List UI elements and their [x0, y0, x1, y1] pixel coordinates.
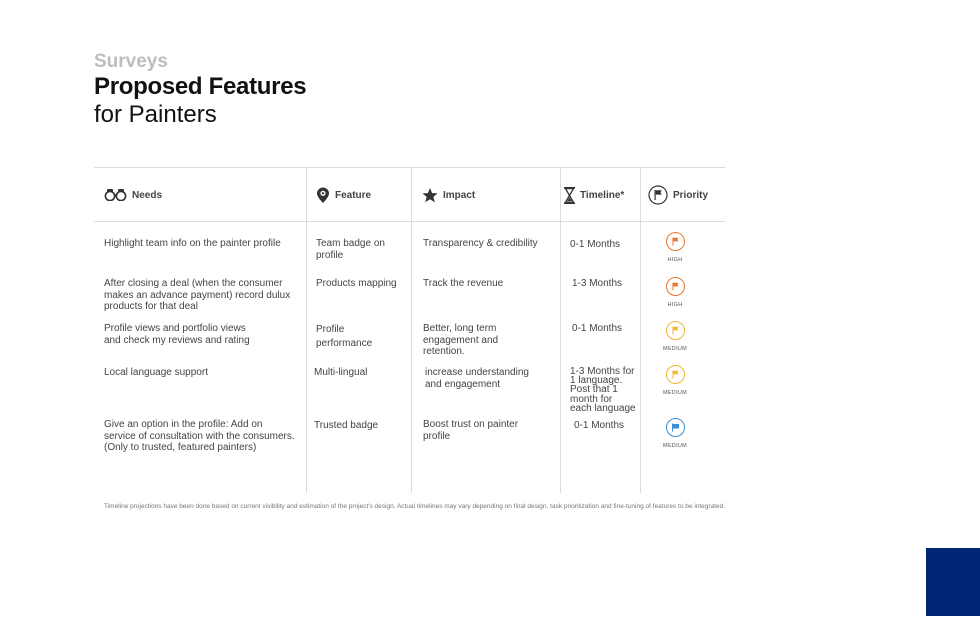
table-top-border	[94, 167, 725, 168]
impact-cell: increase understanding and engagement	[425, 367, 529, 390]
feature-cell: Team badge on profile	[316, 238, 385, 261]
impact-cell: Better, long term engagement and retention.	[423, 323, 499, 357]
page-kicker: Surveys	[94, 51, 168, 72]
page-title: Proposed Features	[94, 73, 307, 100]
column-header-label: Feature	[335, 189, 372, 201]
impact-cell: Transparency & credibility	[423, 238, 538, 249]
timeline-cell: 0-1 Months	[572, 323, 623, 334]
flag-icon	[666, 365, 685, 384]
column-header-priority	[648, 184, 708, 206]
column-header-label: Impact	[443, 189, 476, 201]
needs-cell: Give an option in the profile: Add on service of consultation with the consumers. (Only to trusted, featured painters)	[104, 419, 295, 453]
flag-circle-icon	[648, 185, 668, 205]
column-header-label: Priority	[673, 189, 709, 201]
column-divider	[560, 167, 561, 493]
impact-cell: Boost trust on painter profile	[423, 419, 519, 442]
map-pin-icon	[316, 187, 330, 204]
brand-color-block	[926, 548, 980, 616]
column-header-feature	[316, 184, 371, 206]
needs-cell: Highlight team info on the painter profile	[104, 238, 281, 249]
feature-cell: Products mapping	[316, 278, 397, 289]
timeline-cell: 0-1 Months	[574, 420, 625, 431]
priority-label: MEDIUM	[662, 390, 688, 396]
priority-label: HIGH	[667, 257, 683, 263]
binoculars-icon	[104, 189, 127, 201]
feature-cell: Trusted badge	[314, 420, 379, 431]
impact-cell: Track the revenue	[423, 278, 504, 289]
priority-indicator	[664, 418, 686, 449]
flag-icon	[666, 321, 685, 340]
feature-cell: Multi-lingual	[314, 367, 368, 378]
column-header-impact	[422, 184, 475, 206]
flag-icon	[666, 277, 685, 296]
hourglass-icon	[564, 187, 575, 204]
priority-label: MEDIUM	[662, 443, 688, 449]
table-header-divider	[94, 221, 725, 222]
needs-cell: After closing a deal (when the consumer makes an advance payment) record dulux products for that deal	[104, 278, 291, 312]
priority-indicator	[664, 365, 686, 396]
needs-cell: Local language support	[104, 367, 208, 378]
timeline-cell: 1-3 Months	[572, 278, 623, 289]
timeline-cell: 0-1 Months	[570, 239, 621, 250]
priority-indicator	[664, 321, 686, 352]
column-header-timeline	[564, 184, 624, 206]
star-icon	[422, 188, 438, 203]
feature-cell: Profile performance	[316, 324, 373, 349]
flag-icon	[666, 418, 685, 437]
page-subtitle: for Painters	[94, 101, 217, 128]
priority-indicator	[664, 277, 686, 308]
column-divider	[640, 167, 641, 493]
column-header-label: Needs	[132, 189, 163, 201]
column-divider	[411, 167, 412, 493]
priority-label: MEDIUM	[662, 346, 688, 352]
footnote: Timeline projections have been done based on current visibility and estimation of the project's design. Actual timelines may vary depending on final design, task prioritization and fine-tuning of features to be integrated.	[104, 503, 726, 510]
column-divider	[306, 167, 307, 493]
column-header-needs	[104, 184, 162, 206]
column-header-label: Timeline*	[580, 189, 625, 201]
priority-indicator	[664, 232, 686, 263]
priority-label: HIGH	[667, 302, 683, 308]
needs-cell: Profile views and portfolio views and check my reviews and rating	[104, 323, 250, 346]
flag-icon	[666, 232, 685, 251]
timeline-cell: 1-3 Months for 1 language. Post that 1 month for each language	[570, 366, 636, 414]
